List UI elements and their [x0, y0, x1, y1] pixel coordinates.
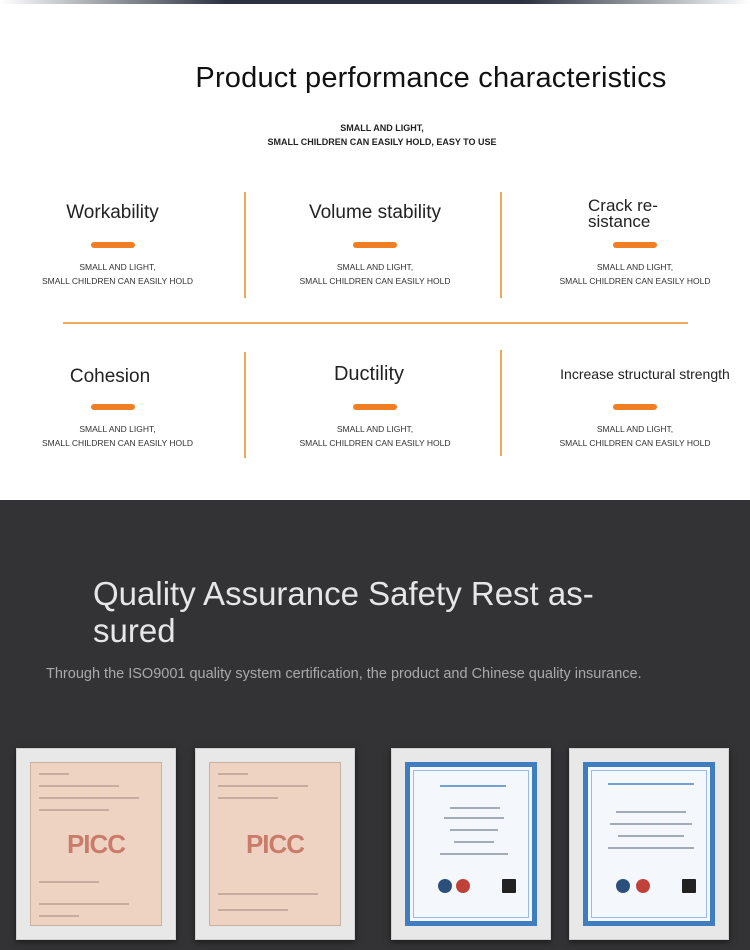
divider-horizontal [63, 322, 688, 324]
top-divider [0, 0, 750, 4]
divider-vertical [500, 192, 502, 298]
seal-icon [616, 879, 630, 893]
feature-desc: SMALL AND LIGHT, SMALL CHILDREN CAN EASILY HOLD [299, 424, 451, 448]
quality-description: Through the ISO9001 quality system certification, the product and Chinese quality insurance. [46, 666, 642, 682]
seal-icon [438, 879, 452, 893]
document-line [444, 817, 504, 819]
document-line [440, 853, 508, 855]
document-line [610, 823, 692, 825]
document-line [218, 773, 248, 775]
accent-dash [613, 242, 657, 248]
iso-certificate-icon [583, 762, 715, 926]
accent-dash [353, 242, 397, 248]
divider-vertical [244, 352, 246, 458]
feature-desc: SMALL AND LIGHT, SMALL CHILDREN CAN EASILY HOLD [42, 262, 193, 286]
qr-code-icon [682, 879, 696, 893]
feature-name: Cohesion [69, 366, 151, 387]
iso-certificate-icon [405, 762, 537, 926]
certificate-frame [195, 748, 355, 940]
certificate-frame [391, 748, 551, 940]
feature-name: Workability [66, 202, 159, 223]
document-line [39, 903, 129, 905]
accent-dash [353, 404, 397, 410]
feature-name: Increase structural strength [560, 366, 730, 382]
qr-code-icon [502, 879, 516, 893]
document-line [608, 783, 694, 785]
accent-dash [613, 404, 657, 410]
document-line [39, 809, 109, 811]
document-line [218, 909, 288, 911]
accent-dash [91, 404, 135, 410]
feature-name: Crack re- sistance [588, 196, 658, 231]
document-line [218, 893, 318, 895]
feature-desc: SMALL AND LIGHT, SMALL CHILDREN CAN EASILY HOLD [559, 424, 711, 448]
quality-title: Quality Assurance Safety Rest as- sured [93, 575, 594, 649]
feature-workability [0, 200, 230, 300]
document-line [608, 847, 694, 849]
feature-name: Volume stability [308, 202, 441, 223]
certificate-frame [569, 748, 729, 940]
picc-insurance-document [30, 762, 162, 926]
document-line [616, 811, 686, 813]
seal-icon [636, 879, 650, 893]
document-line [39, 773, 69, 775]
certificate-border [591, 770, 707, 918]
feature-desc: SMALL AND LIGHT, SMALL CHILDREN CAN EASILY HOLD [299, 262, 451, 286]
feature-name: Ductility [333, 363, 404, 385]
document-line [218, 797, 278, 799]
seal-icon [456, 879, 470, 893]
picc-logo: PICC [66, 829, 126, 859]
divider-vertical [244, 192, 246, 298]
section-subtitle: SMALL AND LIGHT, SMALL CHILDREN CAN EASILY HOLD, EASY TO USE [267, 123, 497, 147]
document-line [450, 829, 498, 831]
feature-structural-strength [520, 362, 750, 462]
document-line [39, 785, 119, 787]
feature-ductility [254, 362, 484, 462]
feature-crack-resistance [520, 198, 750, 298]
document-line [39, 797, 139, 799]
feature-cohesion [0, 362, 230, 462]
picc-insurance-document [209, 762, 341, 926]
document-line [454, 841, 494, 843]
document-line [39, 881, 99, 883]
document-line [440, 785, 506, 787]
document-line [450, 807, 500, 809]
divider-vertical [500, 350, 502, 456]
document-line [39, 915, 79, 917]
feature-desc: SMALL AND LIGHT, SMALL CHILDREN CAN EASILY HOLD [42, 424, 193, 448]
accent-dash [91, 242, 135, 248]
certificate-border [413, 770, 529, 918]
feature-volume-stability [260, 200, 490, 300]
certificate-frame [16, 748, 176, 940]
picc-logo: PICC [245, 829, 305, 859]
section-title: Product performance characteristics [195, 62, 667, 94]
document-line [218, 785, 308, 787]
feature-desc: SMALL AND LIGHT, SMALL CHILDREN CAN EASILY HOLD [559, 262, 711, 286]
document-line [618, 835, 684, 837]
